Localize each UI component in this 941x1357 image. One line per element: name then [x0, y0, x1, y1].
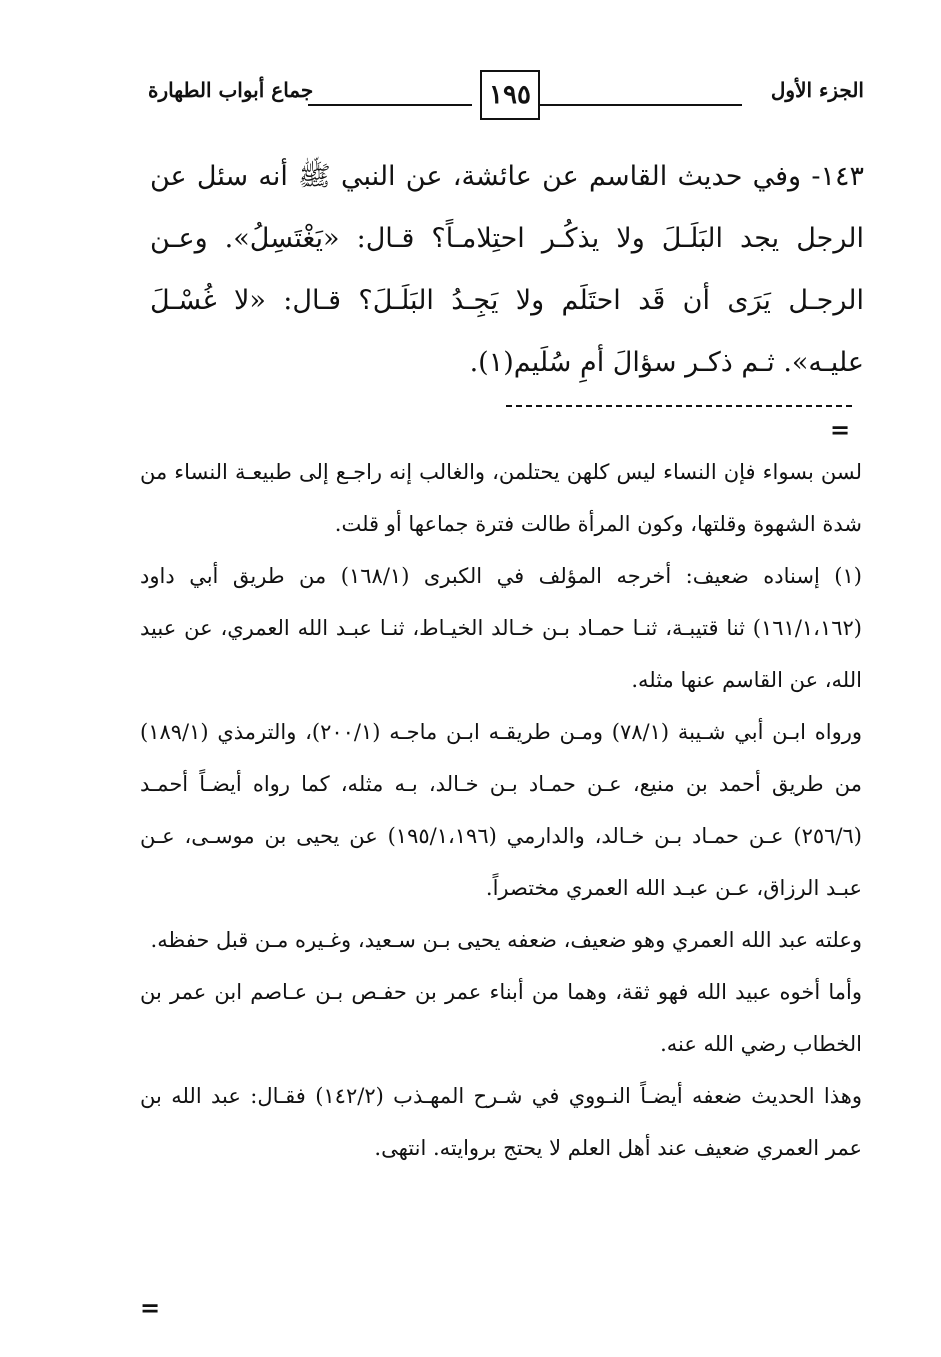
main-text: [150, 146, 864, 394]
footnote-paragraph: ورواه ابـن أبي شـيبة (٧٨/١) ومـن طريقـه ابـن ماجـه (٢٠٠/١)، والترمذي (١٨٩/١) من طريق أحمد بن منيع، عـن حمـاد بـن خـالد، بـه مثله، كما رواه أيضـاً أحمـد (٢٥٦/٦) عـن حمـاد بـن خـالد، والدارمي (١٩٥/١،١٩٦) عن يحيى بن موسـى، عـن عبـد الرزاق، عـن عبـد الله العمري مختصراً.: [140, 720, 863, 900]
page-number: ١٩٥: [480, 70, 540, 120]
footnote-paragraph: وعلته عبد الله العمري وهو ضعيف، ضعفه يحيى بـن سـعيد، وغـيره مـن قبل حفظه.: [150, 928, 862, 952]
footnotes: [140, 446, 862, 1174]
page-header: [148, 68, 864, 128]
hadith-paragraph: ١٤٣- وفي حديث القاسم عن عائشة، عن النبي ﷺ أنه سئل عن الرجل يجد البَلَـلَ ولا يذكُـر احتِلامـاً؟ قـال: «يَغْتَسِلُ». وعـن الرجـل يَرَى أن قَد احتَلَم ولا يَجِـدُ البَلَـلَ؟ قـال: «لا غُسْـلَ عليـه». ثـم ذكـر سؤالَ أمِ سُلَيم(١).: [150, 161, 864, 378]
header-rule-left: [308, 104, 472, 106]
footnote-continuation: لسن بسواء فإن النساء ليس كلهن يحتلمن، والغالب إنه راجـع إلى طبيعـة النساء من شدة الشهوة وقلتها، وكون المرأة طالت فترة جماعها أو قلت.: [140, 460, 862, 536]
footnote-1: (١) إسناده ضعيف: أخرجه المؤلف في الكبرى (١٦٨/١) من طريق أبي داود (١٦١/١،١٦٢) ثنا قتيبـة، ثنـا حمـاد بـن خـالد الخيـاط، ثنـا عبـد الله العمري، عن عبيد الله، عن القاسم عنها مثله.: [140, 564, 862, 692]
continuation-mark-top: =: [830, 415, 851, 444]
volume-title: الجزء الأول: [770, 78, 864, 102]
footnote-paragraph: وهذا الحديث ضعفه أيضـاً النـووي في شـرح المهـذب (١٤٢/٢) فقـال: عبد الله بن عمر العمري ضعيف عند أهل العلم لا يحتج بروايته. انتهى.: [140, 1084, 863, 1160]
footnote-separator: [506, 405, 852, 407]
chapter-title: جماع أبواب الطهارة: [148, 78, 314, 102]
continuation-mark-bottom: =: [140, 1293, 161, 1322]
footnote-paragraph: وأما أخوه عبيد الله فهو ثقة، وهما من أبناء عمر بن حفـص بـن عـاصم ابن عمر بن الخطاب رضي الله عنه.: [140, 980, 862, 1056]
header-rule-right: [540, 104, 742, 106]
